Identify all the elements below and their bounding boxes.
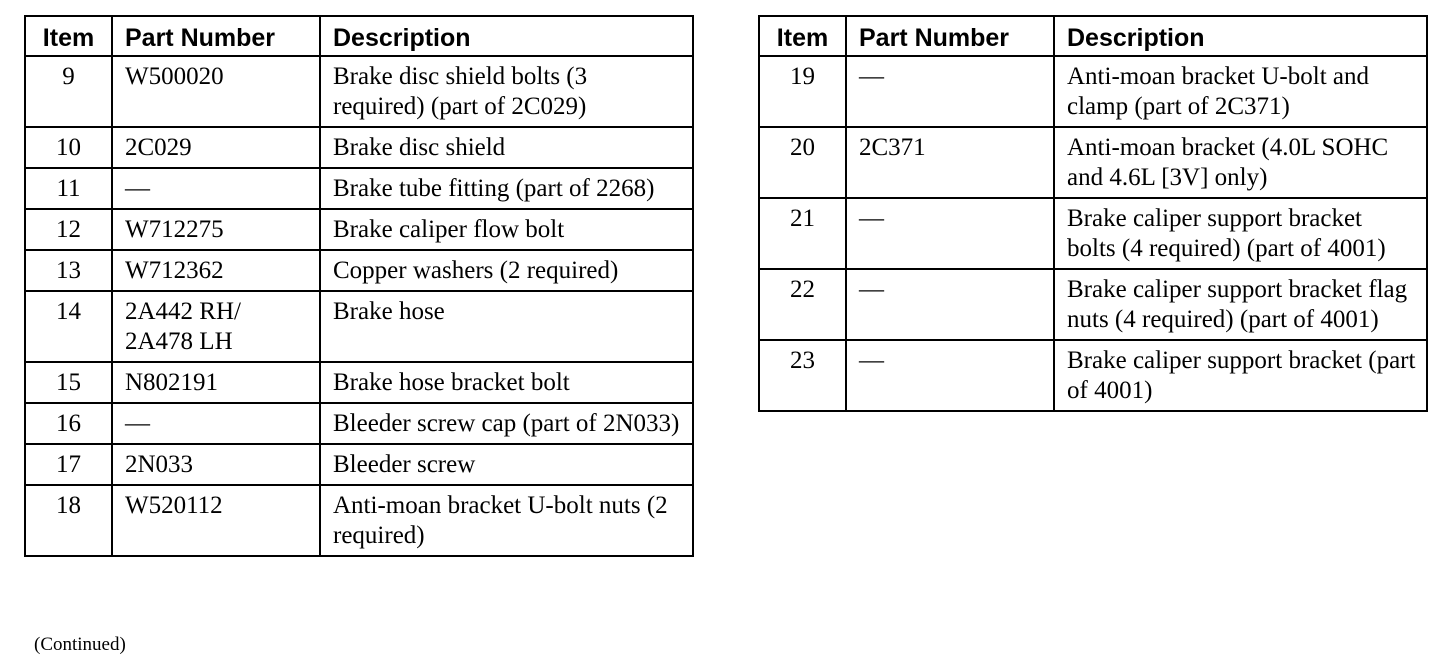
table-header-row [759, 16, 1427, 56]
table-row [759, 127, 1427, 198]
table-header-row [25, 16, 693, 56]
part-number-cell: — [112, 168, 320, 209]
part-number-cell: W500020 [112, 56, 320, 127]
description-cell: Brake caliper flow bolt [320, 209, 693, 250]
table-row [25, 56, 693, 127]
header-part-number: Part Number [846, 16, 1054, 56]
part-number-cell: 2C029 [112, 127, 320, 168]
description-cell: Brake hose [320, 291, 693, 362]
table-row [25, 291, 693, 362]
part-number-cell: 2A442 RH/ 2A478 LH [112, 291, 320, 362]
item-cell: 19 [759, 56, 846, 127]
table-row [759, 269, 1427, 340]
item-cell: 18 [25, 485, 112, 556]
description-cell: Anti-moan bracket U-bolt and clamp (part of 2C371) [1054, 56, 1427, 127]
table-row [25, 209, 693, 250]
part-number-cell: — [846, 340, 1054, 411]
description-cell: Copper washers (2 required) [320, 250, 693, 291]
part-number-cell: — [846, 269, 1054, 340]
table-row [759, 340, 1427, 411]
part-number-cell: W520112 [112, 485, 320, 556]
part-number-cell: N802191 [112, 362, 320, 403]
table-row [25, 168, 693, 209]
part-number-cell: — [846, 198, 1054, 269]
item-cell: 12 [25, 209, 112, 250]
description-cell: Brake caliper support bracket flag nuts (4 required) (part of 4001) [1054, 269, 1427, 340]
description-cell: Bleeder screw [320, 444, 693, 485]
description-cell: Brake caliper support bracket (part of 4001) [1054, 340, 1427, 411]
item-cell: 9 [25, 56, 112, 127]
item-cell: 16 [25, 403, 112, 444]
table-row [25, 444, 693, 485]
table-row [25, 127, 693, 168]
table-row [25, 485, 693, 556]
description-cell: Brake tube fitting (part of 2268) [320, 168, 693, 209]
table-row [25, 362, 693, 403]
item-cell: 11 [25, 168, 112, 209]
item-cell: 13 [25, 250, 112, 291]
item-cell: 22 [759, 269, 846, 340]
table-row [759, 198, 1427, 269]
description-cell: Brake disc shield bolts (3 required) (part of 2C029) [320, 56, 693, 127]
header-item: Item [25, 16, 112, 56]
item-cell: 17 [25, 444, 112, 485]
item-cell: 10 [25, 127, 112, 168]
part-number-cell: 2C371 [846, 127, 1054, 198]
parts-table-left [24, 15, 694, 557]
item-cell: 23 [759, 340, 846, 411]
table-row [759, 56, 1427, 127]
continued-note: (Continued) [34, 634, 126, 655]
description-cell: Brake hose bracket bolt [320, 362, 693, 403]
part-number-cell: 2N033 [112, 444, 320, 485]
description-cell: Brake caliper support bracket bolts (4 required) (part of 4001) [1054, 198, 1427, 269]
header-part-number: Part Number [112, 16, 320, 56]
description-cell: Brake disc shield [320, 127, 693, 168]
table-row [25, 250, 693, 291]
item-cell: 14 [25, 291, 112, 362]
part-number-cell: — [846, 56, 1054, 127]
header-description: Description [320, 16, 693, 56]
part-number-cell: W712362 [112, 250, 320, 291]
item-cell: 20 [759, 127, 846, 198]
item-cell: 15 [25, 362, 112, 403]
part-number-cell: — [112, 403, 320, 444]
part-number-cell: W712275 [112, 209, 320, 250]
description-cell: Bleeder screw cap (part of 2N033) [320, 403, 693, 444]
table-row [25, 403, 693, 444]
description-cell: Anti-moan bracket (4.0L SOHC and 4.6L [3V] only) [1054, 127, 1427, 198]
parts-table-right [758, 15, 1428, 412]
item-cell: 21 [759, 198, 846, 269]
header-item: Item [759, 16, 846, 56]
description-cell: Anti-moan bracket U-bolt nuts (2 required) [320, 485, 693, 556]
header-description: Description [1054, 16, 1427, 56]
